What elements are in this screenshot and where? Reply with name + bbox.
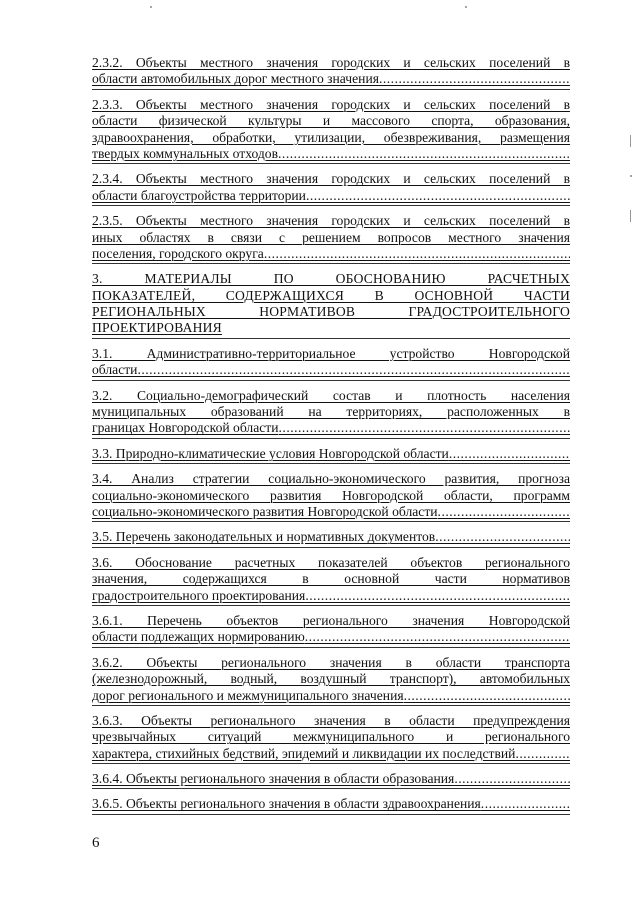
toc-line-last (92, 246, 570, 262)
toc-entry-3-6-4[interactable] (92, 771, 570, 789)
toc-line-text: градостроительного проектирования (92, 587, 306, 603)
dot-leader (435, 529, 570, 545)
toc-entry-3[interactable] (92, 271, 570, 339)
scan-speck (630, 175, 632, 177)
scan-speck (465, 6, 467, 8)
dot-leader (279, 420, 570, 436)
toc-line: 2.3.3. Объекты местного значения городских и сельских поселений в (92, 96, 570, 112)
toc-line: иных областях в связи с решением вопросов местного значения (92, 229, 570, 245)
toc-line-last (92, 71, 570, 87)
dot-leader (305, 629, 570, 645)
dot-leader (264, 246, 570, 262)
toc-line: (железнодорожный, водный, воздушный транспорт), автомобильных (92, 671, 570, 687)
toc-line: 3.6.1. Перечень объектов регионального значения Новгородской (92, 612, 570, 628)
dot-leader (137, 362, 570, 378)
dot-leader (379, 71, 570, 87)
toc-line-text: дорог регионального и межмуниципального значения (92, 687, 404, 703)
toc-line-text: 3.3. Природно-климатические условия Новгородской области (92, 445, 449, 461)
toc-line: 2.3.4. Объекты местного значения городских и сельских поселений в (92, 171, 570, 187)
toc-entry-2-3-2[interactable] (92, 55, 570, 90)
dot-leader (449, 446, 570, 462)
dot-leader (481, 796, 570, 812)
toc-line: значения, содержащихся в основной части нормативов (92, 571, 570, 587)
toc-line-last (92, 746, 570, 762)
toc-line-last (92, 629, 570, 645)
toc-entry-3-4[interactable] (92, 471, 570, 522)
toc-line: здравоохранения, обработки, утилизации, обезвреживания, размещения (92, 129, 570, 145)
toc-line: 3. МАТЕРИАЛЫ ПО ОБОСНОВАНИЮ РАСЧЕТНЫХ (92, 271, 570, 287)
dot-leader (404, 688, 570, 704)
toc-entry-3-5[interactable] (92, 529, 570, 547)
toc-entry-3-3[interactable] (92, 446, 570, 464)
dot-leader (454, 771, 570, 787)
toc-line-last (92, 588, 570, 604)
toc-line: РЕГИОНАЛЬНЫХ НОРМАТИВОВ ГРАДОСТРОИТЕЛЬНОГО (92, 304, 570, 320)
toc-line-text: 3.6.4. Объекты регионального значения в области образования (92, 771, 455, 787)
toc-entry-3-6[interactable] (92, 555, 570, 606)
toc-line: 3.4. Анализ стратегии социально-экономического развития, прогноза (92, 471, 570, 487)
toc-line: области физической культуры и массового спорта, образования, (92, 113, 570, 129)
toc-line-last (92, 688, 570, 704)
toc-line: 2.3.5. Объекты местного значения городских и сельских поселений в (92, 213, 570, 229)
toc-entry-3-6-3[interactable] (92, 713, 570, 764)
toc-line-text: поселения, городского округа (92, 245, 264, 261)
toc-line-text: области благоустройства территории (92, 187, 306, 203)
dot-leader (306, 188, 570, 204)
scan-edge-mark (630, 210, 634, 222)
toc-entry-2-3-4[interactable] (92, 171, 570, 206)
toc-line-text: характера, стихийных бедствий, эпидемий и ликвидации их последствий (92, 745, 516, 761)
toc-line-last (92, 188, 570, 204)
toc-line-text: области автомобильных дорог местного значения (92, 71, 379, 87)
toc-line-last (92, 362, 570, 378)
dot-leader (438, 504, 570, 520)
toc-line-text: области подлежащих нормированию (92, 629, 305, 645)
toc-line-text: ПРОЕКТИРОВАНИЯ (92, 320, 222, 336)
toc-line-last (92, 320, 570, 336)
table-of-contents (92, 55, 570, 822)
toc-line: 3.6.2. Объекты регионального значения в области транспорта (92, 654, 570, 670)
toc-entry-3-6-5[interactable] (92, 796, 570, 814)
toc-entry-3-2[interactable] (92, 388, 570, 439)
toc-line: социально-экономического развития Новгородской области, программ (92, 487, 570, 503)
toc-line-last (92, 446, 570, 462)
toc-line: 2.3.2. Объекты местного значения городских и сельских поселений в (92, 55, 570, 70)
dot-leader (278, 146, 570, 162)
toc-line: 3.2. Социально-демографический состав и плотность населения (92, 387, 570, 403)
dot-leader (305, 588, 570, 604)
toc-line-last (92, 529, 570, 545)
page-number: 6 (92, 835, 100, 851)
toc-line-last (92, 504, 570, 520)
toc-entry-2-3-3[interactable] (92, 97, 570, 165)
toc-line-text: социально-экономического развития Новгородской области (92, 503, 438, 519)
toc-line-text: твердых коммунальных отходов (92, 145, 279, 161)
toc-line: 3.6.3. Объекты регионального значения в области предупреждения (92, 712, 570, 728)
toc-line: муниципальных образований на территориях, расположенных в (92, 404, 570, 420)
scan-speck (150, 6, 152, 8)
toc-entry-3-6-1[interactable] (92, 613, 570, 648)
toc-line: 3.6. Обоснование расчетных показателей объектов регионального (92, 554, 570, 570)
toc-line-last (92, 146, 570, 162)
toc-line-last (92, 796, 570, 812)
toc-line-last (92, 420, 570, 436)
toc-line-text: области (92, 362, 138, 378)
scan-edge-mark (630, 135, 634, 147)
toc-line-text: 3.5. Перечень законодательных и нормативных документов (92, 529, 436, 545)
toc-line-text: границах Новгородской области (92, 420, 279, 436)
toc-entry-3-1[interactable] (92, 346, 570, 381)
toc-entry-3-6-2[interactable] (92, 655, 570, 706)
toc-line: 3.1. Административно-территориальное устройство Новгородской (92, 345, 570, 361)
toc-line-last (92, 771, 570, 787)
toc-line: ПОКАЗАТЕЛЕЙ, СОДЕРЖАЩИХСЯ В ОСНОВНОЙ ЧАСТИ (92, 287, 570, 303)
toc-line: чрезвычайных ситуаций межмуниципального и регионального (92, 729, 570, 745)
toc-entry-2-3-5[interactable] (92, 213, 570, 264)
dot-leader (515, 746, 570, 762)
toc-line-text: 3.6.5. Объекты регионального значения в области здравоохранения (92, 796, 481, 812)
